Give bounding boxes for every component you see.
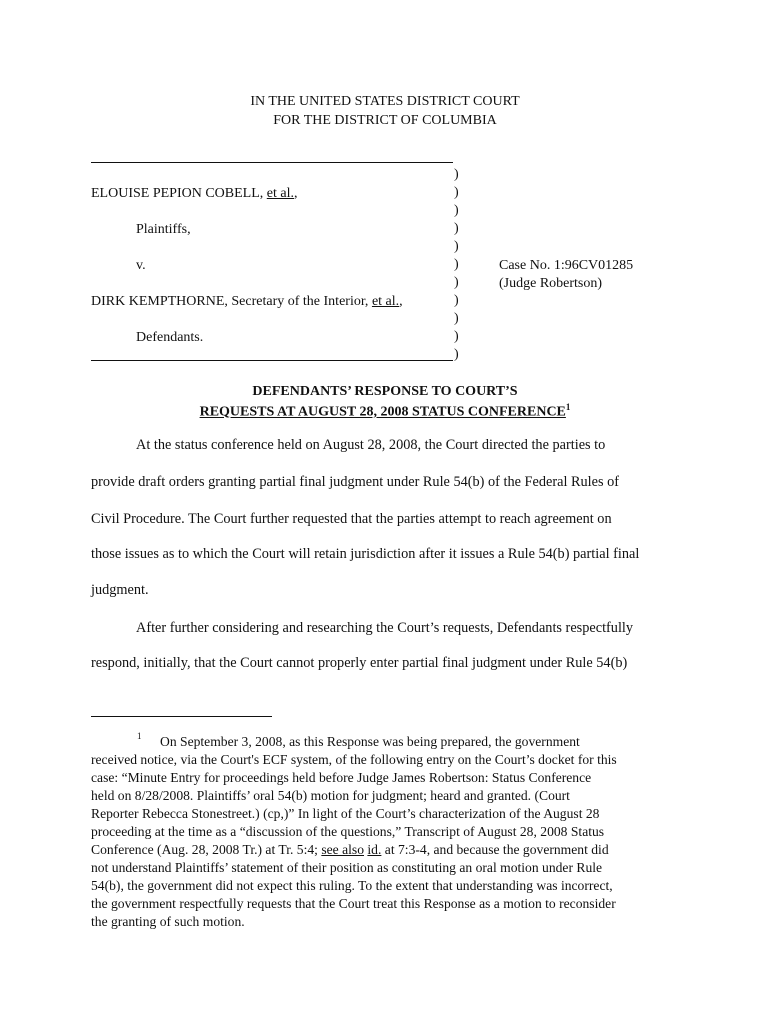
footnote-line: case: “Minute Entry for proceedings held before Judge James Robertson: Status Conference (91, 770, 592, 785)
caption-bottom-rule (91, 360, 453, 361)
footnote-id: id. (367, 842, 382, 857)
document-title-line2 (0, 402, 770, 421)
court-name-line1: IN THE UNITED STATES DISTRICT COURT (250, 94, 520, 109)
caption-paren: ) (454, 167, 459, 182)
footnote-line: held on 8/28/2008. Plaintiffs’ oral 54(b) motion for judgment; heard and granted. (Court (91, 788, 570, 803)
plaintiff-name (91, 186, 298, 202)
caption-paren: ) (454, 185, 459, 200)
caption-paren: ) (454, 221, 459, 236)
caption-paren: ) (454, 275, 459, 290)
caption-paren: ) (454, 203, 459, 218)
defendants-label: Defendants. (136, 330, 204, 345)
body-line: At the status conference held on August 28, 2008, the Court directed the parties to (136, 437, 606, 453)
defendant-comma: , (399, 294, 403, 309)
plaintiff-comma: , (294, 186, 298, 201)
footnote-line: the government respectfully requests that the Court treat this Response as a motion to reconsider (91, 896, 616, 911)
footnote-separator (91, 716, 272, 717)
body-line: provide draft orders granting partial final judgment under Rule 54(b) of the Federal Rules of (91, 474, 620, 490)
body-line: those issues as to which the Court will retain jurisdiction after it issues a Rule 54(b) partial final (91, 546, 640, 562)
plaintiff-et-al: et al. (266, 186, 294, 201)
footnote-see-also: see also (321, 842, 364, 857)
caption-paren: ) (454, 311, 459, 326)
footnote-line: not understand Plaintiffs’ statement of their position as constituting an oral motion under Rule (91, 860, 603, 875)
plaintiff-name-text: ELOUISE PEPION COBELL, (91, 186, 267, 201)
body-line: Civil Procedure. The Court further requested that the parties attempt to reach agreement on (91, 511, 612, 527)
caption-top-rule (91, 162, 453, 163)
footnote-line: the granting of such motion. (91, 914, 245, 929)
document-title-line1: DEFENDANTS’ RESPONSE TO COURT’S (252, 384, 518, 399)
caption-paren: ) (454, 239, 459, 254)
body-line: judgment. (91, 582, 149, 598)
title-footnote-mark: 1 (565, 402, 571, 412)
caption-paren-column (454, 166, 459, 364)
judge-name: (Judge Robertson) (499, 276, 603, 291)
caption-paren: ) (454, 329, 459, 344)
caption-paren: ) (454, 257, 459, 272)
footnote-mark: 1 (137, 731, 142, 741)
caption-paren: ) (454, 293, 459, 308)
footnote-line: On September 3, 2008, as this Response was being prepared, the government (160, 734, 580, 749)
footnote-citation-tail: at 7:3-4, and because the government did (381, 842, 609, 857)
footnote-line: proceeding at the time as a “discussion of the questions,” Transcript of August 28, 2008 Status (91, 824, 605, 839)
versus-label: v. (136, 258, 146, 273)
defendant-et-al: et al. (371, 294, 400, 309)
body-line: After further considering and researching the Court’s requests, Defendants respectfully (136, 620, 634, 636)
defendant-name (91, 294, 403, 310)
footnote-line: received notice, via the Court's ECF system, of the following entry on the Court’s docket for this (91, 752, 617, 767)
document-title-line2-text: REQUESTS AT AUGUST 28, 2008 STATUS CONFERENCE (199, 404, 566, 420)
plaintiffs-label: Plaintiffs, (136, 222, 191, 237)
footnote-line: 54(b), the government did not expect this ruling. To the extent that understanding was incorrect, (91, 878, 613, 893)
caption-paren: ) (454, 347, 459, 362)
court-name-line2: FOR THE DISTRICT OF COLUMBIA (273, 113, 497, 128)
defendant-name-text: DIRK KEMPTHORNE, Secretary of the Interior, (91, 294, 372, 309)
body-line: respond, initially, that the Court cannot properly enter partial final judgment under Rule 54(b) (91, 655, 628, 671)
footnote-line (91, 842, 609, 858)
case-number: Case No. 1:96CV01285 (499, 258, 634, 273)
footnote-line: Reporter Rebecca Stonestreet.) (cp,)” In light of the Court’s characterization of the August 28 (91, 806, 600, 821)
footnote-citation-text: Conference (Aug. 28, 2008 Tr.) at Tr. 5:4; (91, 842, 322, 857)
